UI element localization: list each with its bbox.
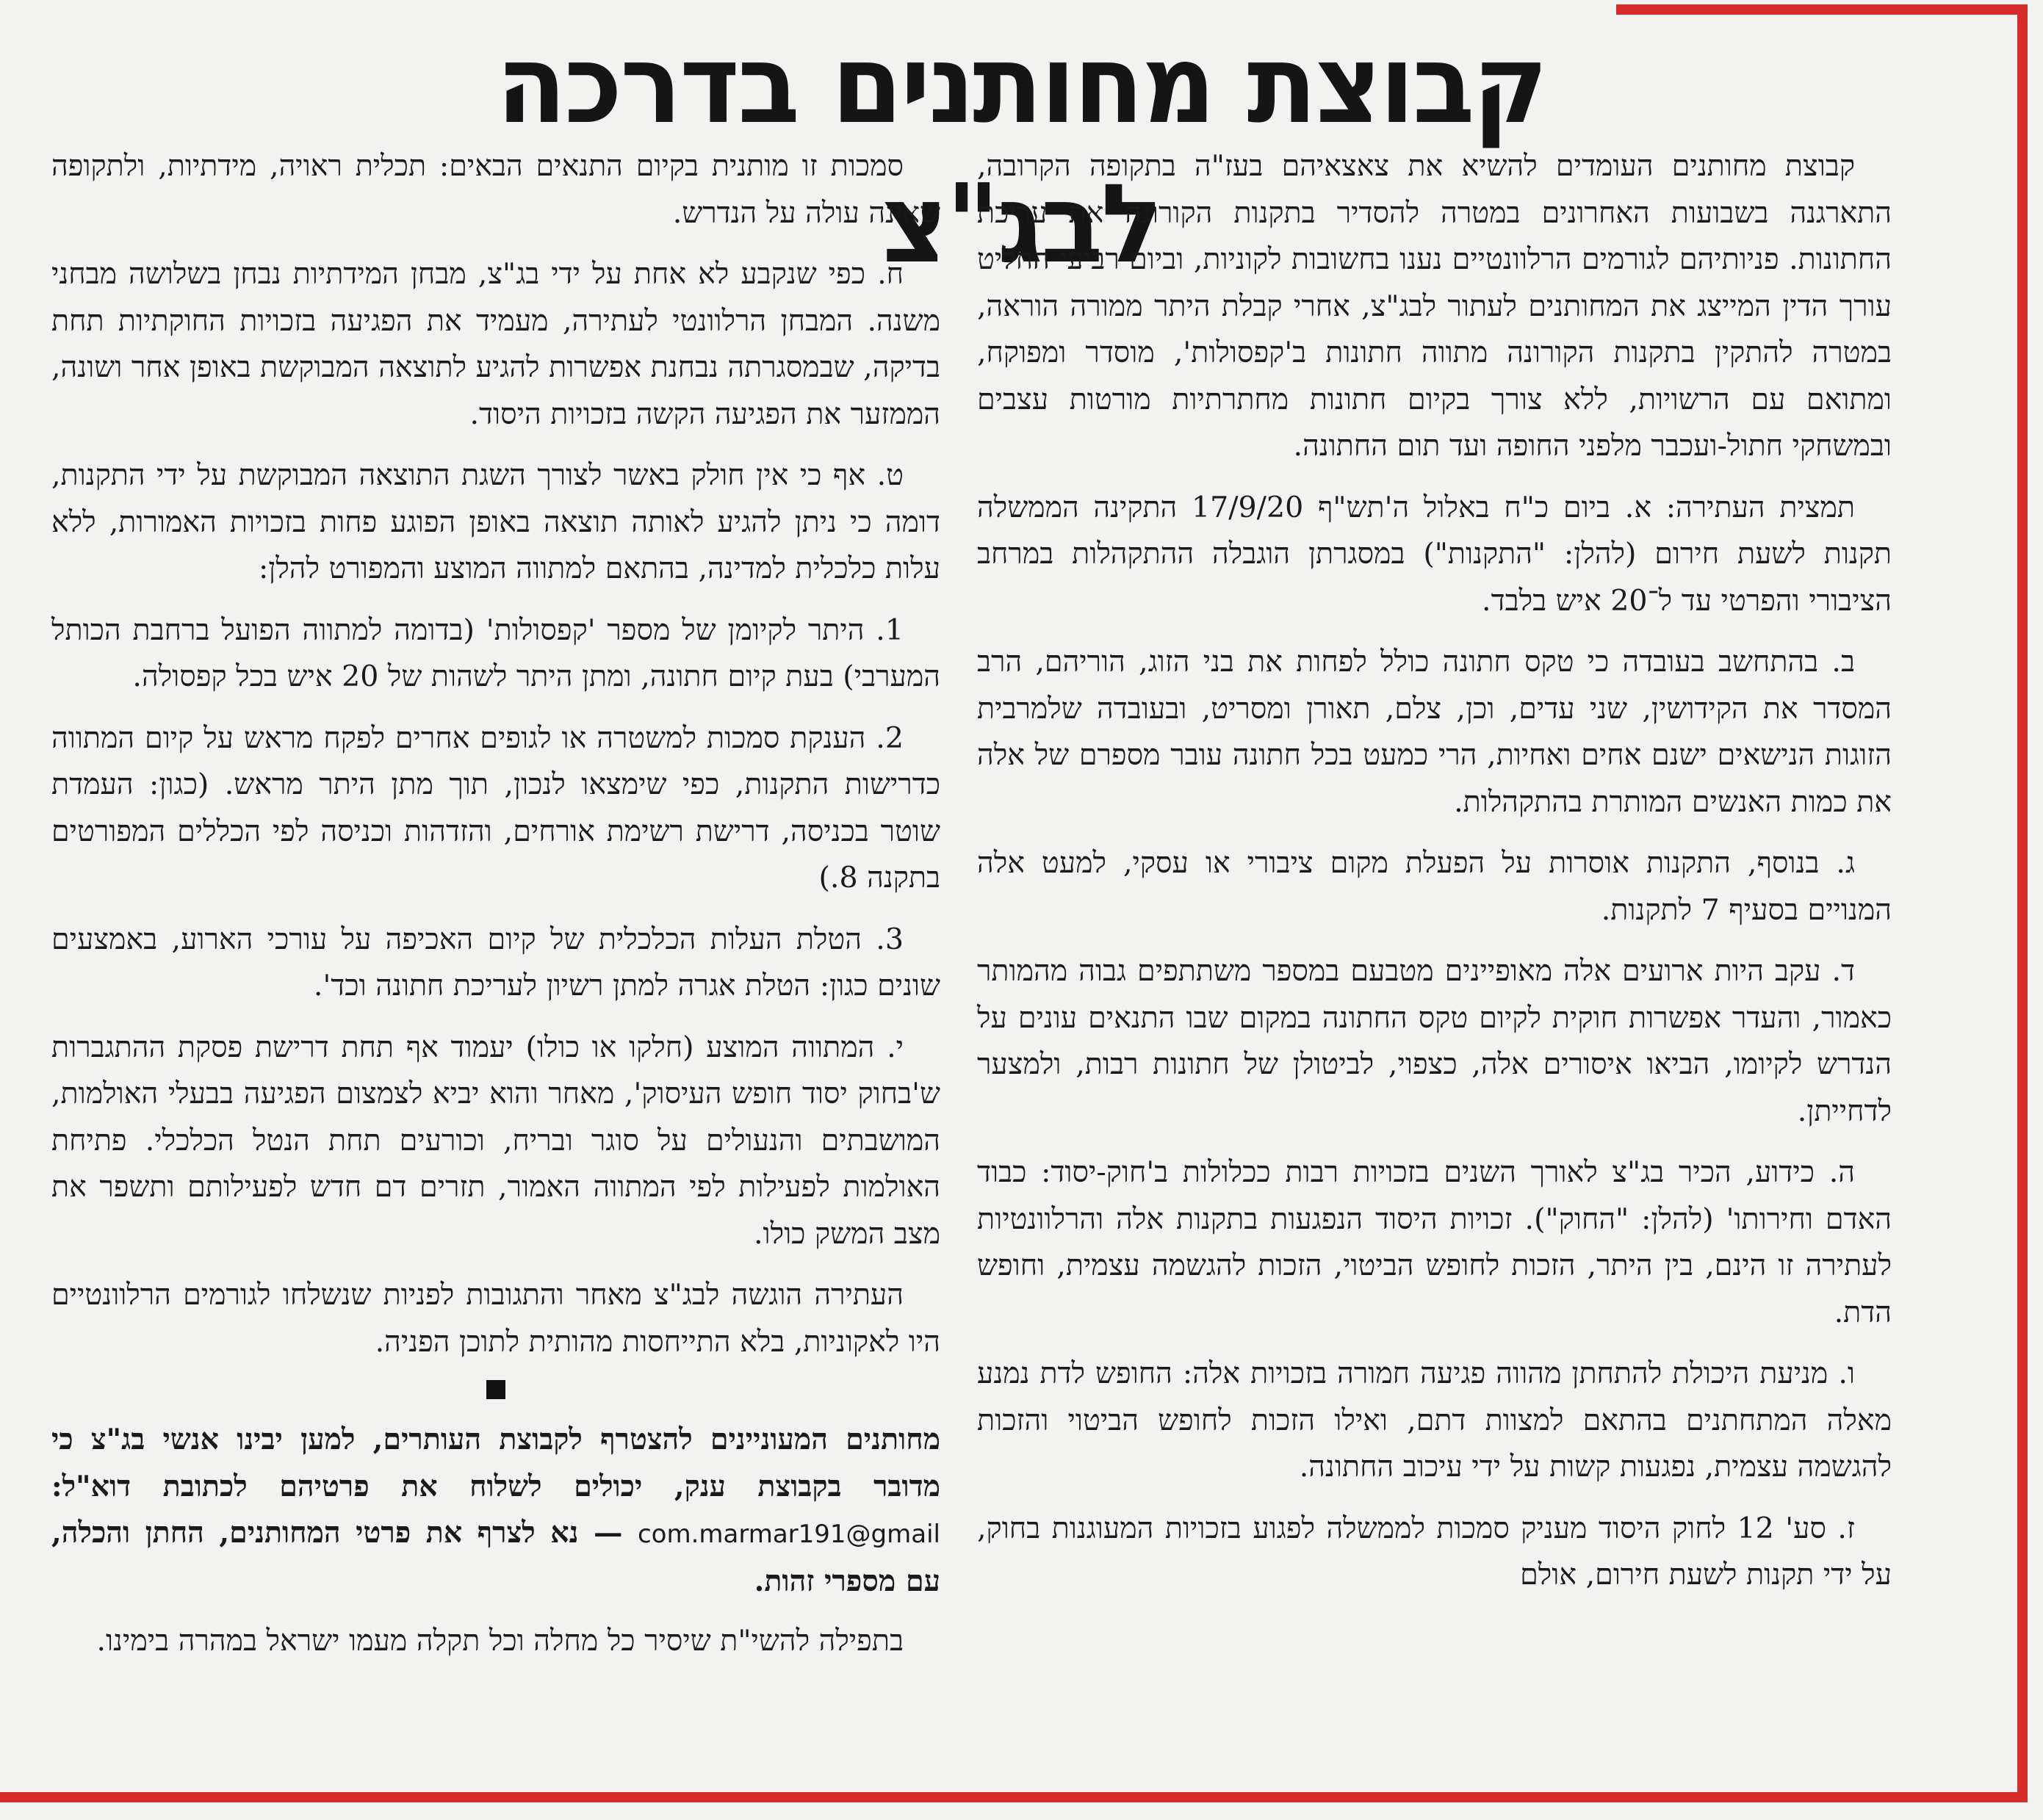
- closing-prayer: בתפילה להשי"ת שיסיר כל מחלה וכל תקלה מעמו ישראל במהרה בימינו.: [96, 1624, 904, 1658]
- red-frame-top: [1616, 4, 2028, 15]
- paragraph: 1. היתר לקיומן של מספר 'קפסולות' (בדומה למתווה הפועל ברחבת הכותל המערבי) בעת קיום חתונה, ומתן היתר לשהות של 20 איש בכל קפסולה.: [51, 613, 940, 693]
- paragraph: קבוצת מחותנים העומדים להשיא את צאצאיהם בעז"ה בתקופה הקרובה, התארגנה בשבועות האחרונים במטרה להסדיר בתקנות הקורונה את עריכת החתונות. פניותיהם לגורמים הרלוונטיים נענו בחשובות לקוניות, וביום רביעי החליט עורך הדין המייצג את המחותנים לעתור לבג"צ, אחרי קבלת היתר ממורה הוראה, במטרה להתקין בתקנות הקורונה מתווה חתונות ב'קפסולות', מוסדר ומפוקח, ומתואם עם הרשויות, ללא צורך בקיום חתונות מחתרתיות מורטות עצבים ובמשחקי חתול-ועכבר מלפני החופה ועד תום החתונה.: [977, 149, 1892, 463]
- paragraph: י. המתווה המוצע (חלקו או כולו) יעמוד אף תחת דרישת פסקת ההתגברות ש'בחוק יסוד חופש העיסוק', מאחר והוא יביא לצמצום הפגיעה בבעלי האולמות, המושבתים והנעולים על סוגר ובריח, וכורעים תחת הנטל הכלכלי. פתיחת האולמות לפעילות לפי המתווה האמור, תזרים דם חדש לפעילותם ותשפר את מצב המשק כולו.: [51, 1030, 940, 1251]
- paragraph: ב. בהתחשב בעובדה כי טקס חתונה כולל לפחות את בני הזוג, הוריהם, הרב המסדר את הקידושין, שני עדים, וכן, צלם, תאורן ומסריט, ובעובדה שלמרבית הזוגות הנישאים ישנם אחים ואחיות, הרי כמעט בכל חתונה עובר מספרם של אלה את כמות האנשים המותרת בהתקהלות.: [977, 645, 1892, 819]
- section-end-marker: [486, 1380, 505, 1399]
- paragraph: העתירה הוגשה לבג"צ מאחר והתגובות לפניות שנשלחו לגורמים הרלוונטיים היו לאקוניות, בלא התייחסות מהותית לתוכן הפניה.: [51, 1278, 940, 1359]
- paragraph: ז. סע' 12 לחוק היסוד מעניק סמכות לממשלה לפגוע בזכויות המעוגנות בחוק, על ידי תקנות לשעת חירום, אולם: [977, 1511, 1892, 1592]
- paragraph: ט. אף כי אין חולק באשר לצורך השגת התוצאה המבוקשת על ידי התקנות, דומה כי ניתן להגיע לאותה תוצאה באופן הפוגע פחות בזכויות האמורות, ללא עלות כלכלית למדינה, בהתאם למתווה המוצע והמפורט להלן:: [51, 458, 940, 585]
- call-to-action-instructions: — נא לצרף את פרטי המחותנים, החתן והכלה, עם מספרי זהות.: [51, 1516, 940, 1598]
- call-to-action-text: מחותנים המעוניינים להצטרף לקבוצת העותרים, למען יבינו אנשי בג"צ כי מדובר בקבוצת ענק, יכולים לשלוח את פרטיהם לכתובת דוא"ל:: [51, 1423, 940, 1503]
- headline: קבוצת מחותנים בדרכה לבג"צ: [496, 21, 1546, 287]
- paragraph: ג. בנוסף, התקנות אוסרות על הפעלת מקום ציבורי או עסקי, למעט אלה המנויים בסעיף 7 לתקנות.: [977, 846, 1892, 927]
- paragraph: ח. כפי שנקבע לא אחת על ידי בג"צ, מבחן המידתיות נבחן בשלושה מבחני משנה. המבחן הרלוונטי לעתירה, מעמיד את הפגיעה בזכויות החוקתיות תחת בדיקה, שבמסגרתה נבחנת אפשרות להגיע לתוצאה המבוקשת באופן אחר ושונה, הממזער את הפגיעה הקשה בזכויות היסוד.: [51, 257, 940, 431]
- email-address: com.marmar191@gmail: [637, 1520, 940, 1549]
- call-to-action: [51, 1417, 940, 1605]
- paragraph: 3. הטלת העלות הכלכלית של קיום האכיפה על עורכי הארוע, באמצעים שונים כגון: הטלת אגרה למתן רשיון לעריכת חתונה וכד'.: [51, 922, 940, 1003]
- article-column-right: [977, 143, 1892, 1614]
- paragraph: 2. הענקת סמכות למשטרה או לגופים אחרים לפקח מראש על קיום המתווה כדרישות התקנות, כפי שימצאו לנכון, תוך מתן היתר מראש. (כגון: העמדת שוטר בכניסה, דרישת רשימת אורחים, והזדהות וכניסה לפי הכללים המפורטים בתקנה 8.): [51, 721, 940, 895]
- paragraph: ד. עקב היות ארועים אלה מאופיינים מטבעם במספר משתתפים גבוה מהמותר כאמור, והעדר אפשרות חוקית לקיום טקס החתונה במקום שבו התנאים עונים על הנדרש לקיומו, הביאו איסורים אלה, כצפוי, לביטולן של חתונות רבות, ולמצער לדחייתן.: [977, 954, 1892, 1128]
- paragraph: ה. כידוע, הכיר בג"צ לאורך השנים בזכויות רבות ככלולות ב'חוק-יסוד: כבוד האדם וחירותו' (להלן: "החוק"). זכויות היסוד הנפגעות בתקנות אלה והרלוונטיות לעתירה זו הינם, בין היתר, הזכות לחופש הביטוי, הזכות להגשמה עצמית, וחופש הדת.: [977, 1155, 1892, 1329]
- red-frame-bottom: [0, 1792, 2028, 1802]
- paragraph: תמצית העתירה: א. ביום כ"ח באלול ה'תש"ף 17/9/20 התקינה הממשלה תקנות לשעת חירום (להלן: "התקנות") במסגרתן הוגבלה ההתקהלות במרחב הציבורי והפרטי עד ל־20 איש בלבד.: [977, 490, 1892, 618]
- red-frame-right: [2017, 4, 2028, 1796]
- paragraph: סמכות זו מותנית בקיום התנאים הבאים: תכלית ראויה, מידתיות, ולתקופה שאינה עולה על הנדרש.: [51, 149, 940, 230]
- paragraph: ו. מניעת היכולת להתחתן מהווה פגיעה חמורה בזכויות אלה: החופש לדת נמנע מאלה המתחתנים בהתאם למצוות דתם, ואילו הזכות לחופש הביטוי והזכות להגשמה עצמית, נפגעות קשות על ידי עיכוב החתונה.: [977, 1357, 1892, 1484]
- article-column-left: [51, 143, 940, 1680]
